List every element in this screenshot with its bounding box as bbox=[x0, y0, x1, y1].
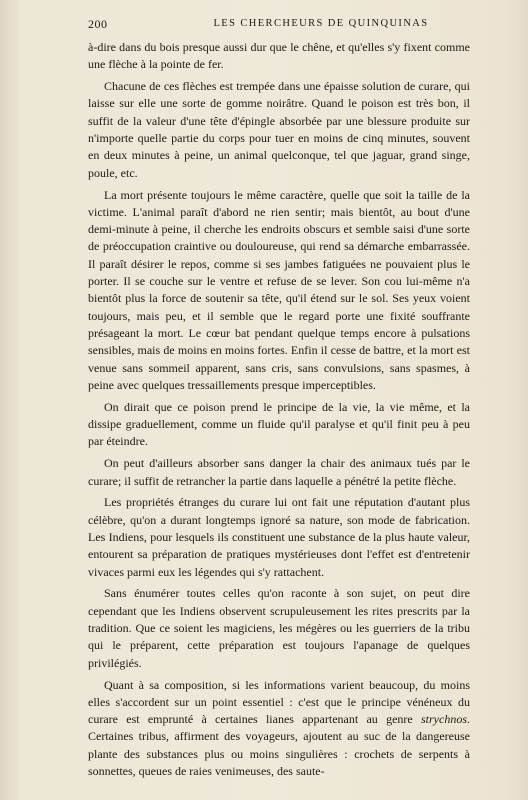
paragraph-properties: Les propriétés étranges du curare lui ont fait une réputation d'autant plus célèbre, qu'on a durant longtemps ignoré sa nature, son mode de fabrication. Les Indiens, pour lesquels ils constituent une substance de la plus haute valeur, entourent sa préparation de pratiques mystérieuses dont l'effet est d'entretenir vivaces parmi eux les légendes qui s'y rattachent. bbox=[88, 495, 470, 579]
running-title: LES CHERCHEURS DE QUINQUINAS bbox=[213, 18, 429, 29]
composition-text-end: . Certaines tribus, affirment des voyageurs, ajoutent au suc de la dangereuse plante des substances plus ou moins singulières : crochets de serpents à sonnettes, queues de raies venimeuses, des saute- bbox=[88, 712, 470, 779]
page-header bbox=[88, 17, 466, 35]
paragraph-poison-life: On dirait que ce poison prend le principe de la vie, la vie même, et la dissipe graduellement, comme un fluide qu'il paralyse et qu'il finit peu à peu par éteindre. bbox=[88, 399, 470, 449]
composition-text-start: Quant à sa composition, si les informations varient beaucoup, du moins elles s'accordent sur un point essentiel : c'est que le principe vénéneux du curare est emprunté à certaines lianes appartenant au genre bbox=[88, 677, 470, 727]
paragraph-death: La mort présente toujours le même caractère, quelle que soit la taille de la victime. L'animal paraît d'abord ne rien sentir; mais bientôt, au bout d'une demi-minute à peine, il cherche les endroits obscurs et semble saisi d'une sorte de préoccupation craintive ou douloureuse, qui rend sa démarche embarrassée. Il paraît désirer le repos, comme si ses jambes fatiguées ne pouvaient plus le porter. Il se couche sur le ventre et refuse de se lever. Son cou lui-même n'a bientôt plus la force de soutenir sa tête, qu'il étend sur le sol. Ses yeux voient toujours, mais peu, et il semble que le regard porte une fixité souffrante présageant la mort. Le cœur bat pendant quelque temps encore à pulsations sensibles, mais de moins en moins fortes. Enfin il cesse de battre, et la mort est venue sans sommeil apparent, sans cris, sans convulsions, sans spasmes, à peine avec quelques tressaillements presque imperceptibles. bbox=[88, 187, 470, 392]
page-number: 200 bbox=[88, 17, 108, 31]
paragraph-rites: Sans énumérer toutes celles qu'on raconte à son sujet, on peut dire cependant que les Indiens observent scrupuleusement les rites prescrits par la tradition. Que ce soient les magiciens, les mégères ou les guerriers de la tribu qui le préparent, cette préparation est toujours l'apanage de quelques privilégiés. bbox=[88, 586, 470, 670]
paragraph-arrows: Chacune de ces flèches est trempée dans une épaisse solution de curare, qui laisse sur elle une sorte de gomme noirâtre. Quand le poison est très bon, il suffit de la valeur d'une tête d'épingle absorbée par une blessure produite sur n'importe quelle partie du corps pour tuer en moins de cinq minutes, souvent en deux minutes à peine, un animal quelconque, tel que jaguar, grand singe, poule, etc. bbox=[88, 79, 470, 180]
body-text bbox=[88, 39, 470, 785]
paragraph-flesh: On peut d'ailleurs absorber sans danger la chair des animaux tués par le curare; il suffit de retrancher la partie dans laquelle a pénétré la petite flèche. bbox=[88, 456, 470, 488]
genus-name: strychnos bbox=[421, 712, 467, 727]
paragraph-composition bbox=[88, 677, 470, 781]
paragraph-continued: à-dire dans du bois presque aussi dur que le chêne, et qu'elles s'y fixent comme une flèche à la pointe de fer. bbox=[88, 40, 470, 72]
